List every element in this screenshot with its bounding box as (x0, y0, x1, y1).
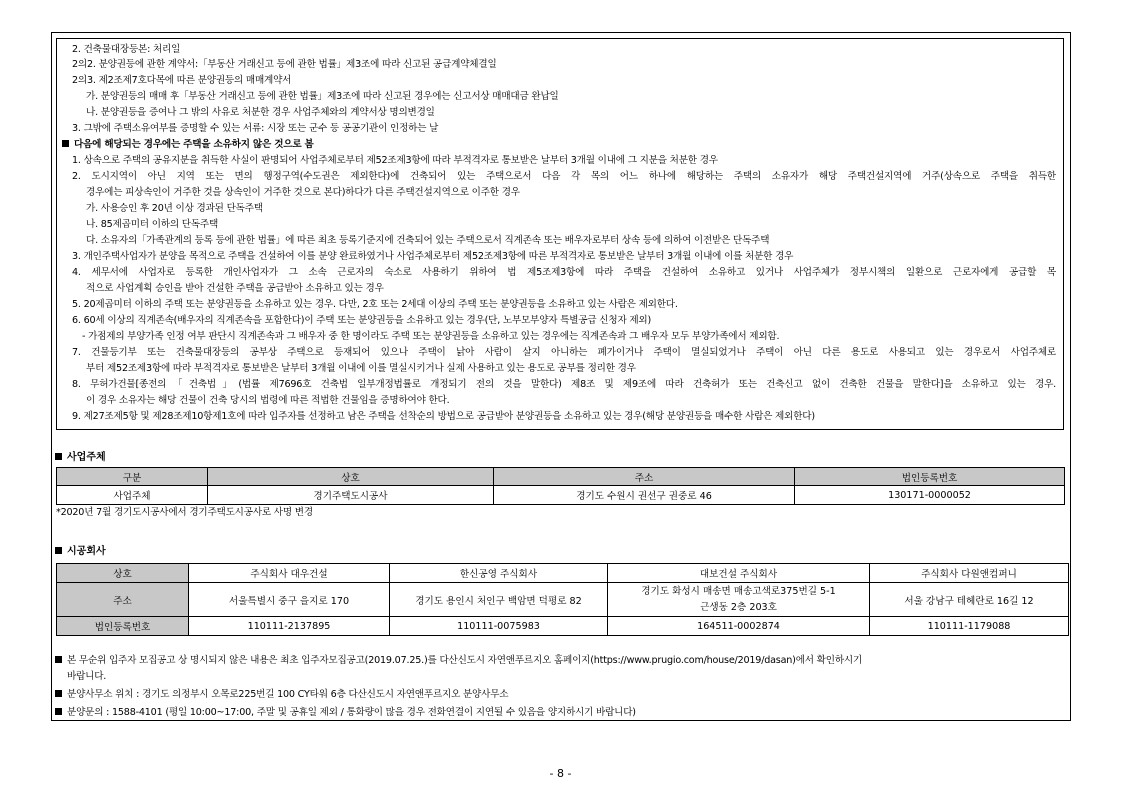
table-cell: 경기도 수원시 권선구 권중로 46 (494, 486, 795, 505)
footer-note (55, 688, 508, 701)
condition-line: 5. 20제곱미터 이하의 주택 또는 분양권등을 소유하고 있는 경우. 다만, 2호 또는 2세대 이상의 주택 또는 분양권등을 소유하고 있는 사람은 제외한다. (72, 299, 678, 310)
condition-line: 나. 분양권등을 증여나 그 밖의 사유로 처분한 경우 사업주체와의 계약서상 명의변경일 (86, 107, 435, 118)
footer-note (55, 654, 862, 667)
condition-line: 6. 60세 이상의 직계존속(배우자의 직계존속을 포함한다)이 주택 또는 분양권등을 소유하고 있는 경우(단, 노부모부양자 특별공급 신청자 제외) (72, 315, 652, 326)
footer-note (55, 706, 636, 719)
developer-title-text: 사업주체 (67, 452, 106, 463)
condition-line: - 가점제의 부양가족 인정 여부 판단시 직계존속과 그 배우자 중 한 명이라도 주택 또는 분양권등을 소유하고 있는 경우에는 직계존속과 그 배우자 모두 부양가족에서 제외함. (82, 331, 780, 342)
table-cell: 110111-2137895 (189, 617, 390, 636)
builders-section-title (55, 542, 106, 557)
condition-line: 2. 건축물대장등본: 처리일 (72, 44, 181, 55)
condition-line: 부터 제52조제3항에 따라 부적격자로 통보받은 날부터 3개월 이내에 이를 멸실시키거나 실제 사용하고 있는 용도로 공부를 정리한 경우 (86, 363, 636, 374)
table-cell: 서울 강남구 테헤란로 16길 12 (870, 583, 1069, 617)
table-cell: 130171-0000052 (795, 486, 1065, 505)
table-cell: 사업주체 (57, 486, 208, 505)
square-bullet-icon (55, 547, 62, 554)
table-header-cell: 주소 (494, 468, 795, 486)
table-cell: 110111-1179088 (870, 617, 1069, 636)
condition-line: 3. 개인주택사업자가 분양을 목적으로 주택을 건설하여 이를 분양 완료하였거나 사업주체로부터 제52조제3항에 따른 부적격자로 통보받은 날부터 3개월 이내에 이를 처분한 경우 (72, 251, 794, 262)
table-cell: 110111-0075983 (390, 617, 608, 636)
table-header-cell: 구분 (57, 468, 208, 486)
table-row (57, 564, 1069, 583)
table-row (57, 583, 1069, 617)
table-header-cell: 법인등록번호 (795, 468, 1065, 486)
builders-table (56, 563, 1069, 636)
footer-note-text: 분양문의 : 1588-4101 (평일 10:00~17:00, 주말 및 공휴일 제외 / 통화량이 많을 경우 전화연결이 지연될 수 있음을 양지하시기 바랍니다) (67, 707, 636, 718)
condition-line: 적으로 사업계획 승인을 받아 건설한 주택을 공급받아 소유하고 있는 경우 (86, 283, 384, 294)
table-cell: 서울특별시 중구 을지로 170 (189, 583, 390, 617)
footer-note-text: 분양사무소 위치 : 경기도 의정부시 오목로225번길 100 CY타워 6층 다산신도시 자연앤푸르지오 분양사무소 (67, 689, 509, 700)
condition-line: 2의3. 제2조제7호다목에 따른 분양권등의 매매계약서 (72, 75, 292, 86)
table-cell: 한신공영 주식회사 (390, 564, 608, 583)
table-row (57, 486, 1065, 505)
condition-line: 이 경우 소유자는 해당 건물이 건축 당시의 법령에 따른 적법한 건물임을 증명하여야 한다. (86, 395, 450, 406)
table-cell: 경기도 용인시 처인구 백암면 덕평로 82 (390, 583, 608, 617)
square-bullet-icon (55, 453, 62, 460)
square-bullet-icon (55, 708, 62, 715)
condition-line: 다. 소유자의「가족관계의 등록 등에 관한 법률」에 따른 최초 등록기준지에 건축되어 있는 주택으로서 직계존속 또는 배우자로부터 상속 등에 의하여 이전받은 단독주택 (86, 235, 770, 246)
condition-line: 가. 분양권등의 매매 후「부동산 거래신고 등에 관한 법률」제3조에 따라 신고된 경우에는 신고서상 매매대금 완납일 (86, 91, 559, 102)
page-number: - 8 - (549, 767, 572, 780)
condition-line: 1. 상속으로 주택의 공유지분을 취득한 사실이 판명되어 사업주체로부터 제52조제3항에 따라 부적격자로 통보받은 날부터 3개월 이내에 그 지분을 처분한 경우 (72, 155, 718, 166)
condition-line: 2의2. 분양권등에 관한 계약서:「부동산 거래신고 등에 관한 법률」제3조에 따라 신고된 공급계약체결일 (72, 59, 497, 70)
condition-line: 7. 건물등기부 또는 건축물대장등의 공부상 주택으로 등재되어 있으나 주택이 낡아 사람이 살지 아니하는 폐가이거나 주택이 멸실되었거나 주택이 아닌 다른 용도로 사용되고 있는 경우로서 사업주체로 (72, 347, 1056, 358)
condition-line: 3. 그밖에 주택소유여부를 증명할 수 있는 서류: 시장 또는 군수 등 공공기관이 인정하는 날 (72, 123, 439, 134)
table-cell: 주식회사 다원앤컴퍼니 (870, 564, 1069, 583)
table-cell (608, 583, 870, 617)
square-bullet-icon (55, 690, 62, 697)
table-header-cell: 주소 (57, 583, 189, 617)
developer-section-title (55, 448, 106, 463)
table-header-cell: 법인등록번호 (57, 617, 189, 636)
square-bullet-icon (55, 656, 62, 663)
condition-line: 2. 도시지역이 아닌 지역 또는 면의 행정구역(수도권은 제외한다)에 건축되어 있는 주택으로서 다음 각 목의 어느 하나에 해당하는 주택의 소유자가 해당 주택건설지역에 거주(상속으로 주택을 취득한 (72, 171, 1056, 182)
table-header-row (57, 468, 1065, 486)
table-cell: 대보건설 주식회사 (608, 564, 870, 583)
condition-line: 나. 85제곱미터 이하의 단독주택 (86, 219, 219, 230)
table-cell: 주식회사 대우건설 (189, 564, 390, 583)
developer-note: *2020년 7월 경기도시공사에서 경기주택도시공사로 사명 변경 (56, 507, 313, 518)
developer-table (56, 467, 1065, 505)
condition-line: 가. 사용승인 후 20년 이상 경과된 단독주택 (86, 203, 263, 214)
footer-note-continued: 바랍니다. (67, 671, 107, 682)
builders-title-text: 시공회사 (67, 546, 106, 557)
table-header-cell: 상호 (208, 468, 494, 486)
square-bullet-icon (62, 140, 69, 147)
address-line: 경기도 화성시 매송면 매송고색로375번길 5-1 (641, 585, 836, 597)
table-cell: 164511-0002874 (608, 617, 870, 636)
condition-heading (62, 138, 314, 151)
condition-line: 경우에는 피상속인이 거주한 것을 상속인이 거주한 것으로 본다)하다가 다른 주택건설지역으로 이주한 경우 (86, 187, 520, 198)
condition-heading-text: 다음에 해당되는 경우에는 주택을 소유하지 않은 것으로 봄 (74, 139, 314, 150)
condition-line: 8. 무허가건물[종전의「건축법」(법률 제7696호 건축법 일부개정법률로 개정되기 전의 것을 말한다) 제8조 및 제9조에 따라 건축허가 또는 건축신고 없이 건축한 건물을 말한다]을 소유하고 있는 경우. (72, 379, 1056, 390)
footer-note-text: 본 무순위 입주자 모집공고 상 명시되지 않은 내용은 최초 입주자모집공고(2019.07.25.)를 다산신도시 자연앤푸르지오 홈페이지(https://www.prugio.com/house/2019/dasan)에서 확인하시기 (67, 655, 863, 666)
condition-line: 4. 세무서에 사업자로 등록한 개인사업자가 그 소속 근로자의 숙소로 사용하기 위하여 법 제5조제3항에 따라 주택을 건설하여 소유하고 있거나 사업주체가 정부시책의 일환으로 근로자에게 공급할 목 (72, 267, 1056, 278)
table-header-cell: 상호 (57, 564, 189, 583)
condition-line: 9. 제27조제5항 및 제28조제10항제1호에 따라 입주자를 선정하고 남은 주택을 선착순의 방법으로 공급받아 분양권등을 소유하고 있는 경우(해당 분양권등을 매수한 사람은 제외한다) (72, 411, 815, 422)
table-row (57, 617, 1069, 636)
address-line: 근생동 2층 203호 (700, 601, 777, 613)
table-cell: 경기주택도시공사 (208, 486, 494, 505)
